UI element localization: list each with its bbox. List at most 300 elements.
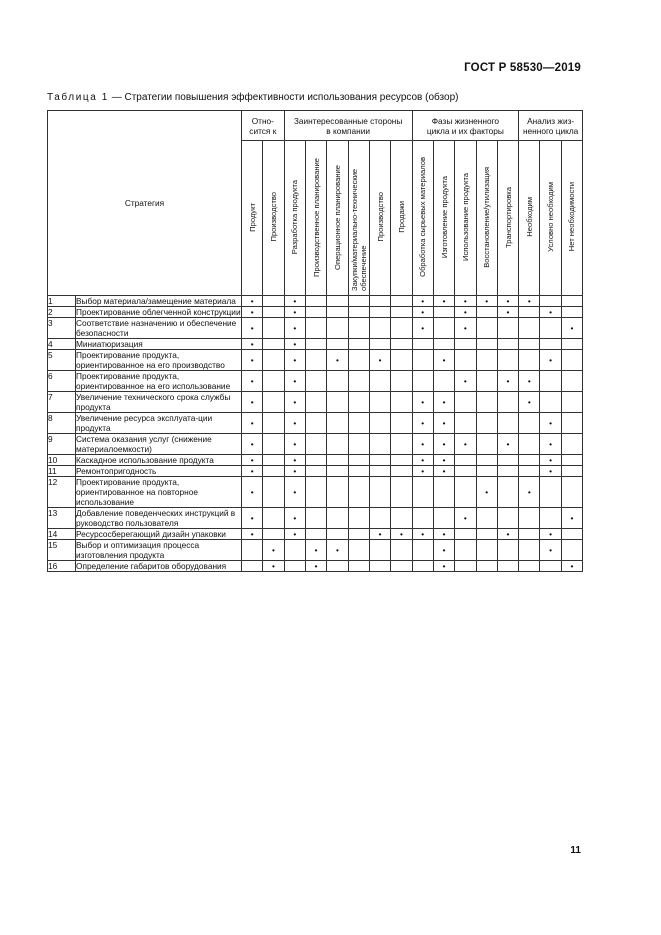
column-header-label: Производство [268,192,278,242]
mark-cell-empty [263,529,284,540]
mark-cell-empty [348,339,369,350]
mark-cell-empty [412,508,433,529]
column-header-label: Необходим [524,197,534,237]
strategy-header: Стратегия [48,111,242,296]
mark-cell-empty [519,540,540,561]
mark-cell-empty [519,561,540,572]
mark-cell-bullet: • [519,371,540,392]
mark-cell-empty [348,307,369,318]
mark-cell-bullet: • [242,296,263,307]
mark-cell-bullet: • [242,350,263,371]
mark-cell-empty [540,371,561,392]
mark-cell-bullet: • [263,540,284,561]
column-header [476,141,497,296]
mark-cell-empty [540,318,561,339]
mark-cell-empty [284,540,305,561]
column-header-label: Закупки/материально-технические обеспечение [349,168,368,291]
mark-cell-empty [391,466,412,477]
mark-cell-bullet: • [497,434,518,455]
mark-cell-empty [391,307,412,318]
mark-cell-empty [455,392,476,413]
mark-cell-empty [519,434,540,455]
strategy-name: Соответствие назначению и обеспечение безопасности [76,318,242,339]
mark-cell-bullet: • [540,434,561,455]
table-row [48,350,583,371]
column-header [391,141,412,296]
mark-cell-bullet: • [284,413,305,434]
mark-cell-empty [476,307,497,318]
mark-cell-empty [561,455,582,466]
column-header-label: Транспортировка [503,186,513,248]
mark-cell-empty [497,339,518,350]
mark-cell-empty [327,477,348,508]
mark-cell-empty [476,318,497,339]
row-number: 5 [48,350,76,371]
row-number: 1 [48,296,76,307]
mark-cell-bullet: • [412,434,433,455]
mark-cell-empty [305,371,326,392]
column-header [455,141,476,296]
mark-cell-bullet: • [242,434,263,455]
mark-cell-empty [348,466,369,477]
table-row [48,561,583,572]
mark-cell-empty [305,466,326,477]
mark-cell-empty [561,477,582,508]
group-header: Фазы жизненного цикла и их факторы [412,111,519,141]
row-number: 14 [48,529,76,540]
mark-cell-bullet: • [540,413,561,434]
mark-cell-empty [497,413,518,434]
mark-cell-bullet: • [242,477,263,508]
mark-cell-bullet: • [242,371,263,392]
column-header [561,141,582,296]
mark-cell-empty [369,413,390,434]
mark-cell-empty [305,296,326,307]
mark-cell-empty [369,392,390,413]
strategy-name: Ресурсосберегающий дизайн упаковки [76,529,242,540]
mark-cell-empty [540,477,561,508]
mark-cell-empty [519,529,540,540]
mark-cell-empty [348,413,369,434]
mark-cell-empty [561,529,582,540]
mark-cell-bullet: • [433,392,454,413]
row-number: 9 [48,434,76,455]
column-header-label: Изготовление продукта [439,175,449,259]
mark-cell-empty [327,413,348,434]
mark-cell-empty [455,455,476,466]
mark-cell-empty [263,339,284,350]
row-number: 2 [48,307,76,318]
column-header [540,141,561,296]
mark-cell-empty [433,318,454,339]
mark-cell-empty [263,477,284,508]
mark-cell-empty [327,339,348,350]
mark-cell-empty [476,371,497,392]
mark-cell-bullet: • [497,371,518,392]
row-number: 4 [48,339,76,350]
mark-cell-bullet: • [412,413,433,434]
mark-cell-empty [263,318,284,339]
mark-cell-bullet: • [540,529,561,540]
mark-cell-empty [519,466,540,477]
mark-cell-empty [263,307,284,318]
table-row [48,318,583,339]
column-header-label: Условно необходим [546,182,556,252]
mark-cell-bullet: • [540,350,561,371]
mark-cell-bullet: • [455,307,476,318]
table-row [48,529,583,540]
mark-cell-bullet: • [242,307,263,318]
mark-cell-empty [433,477,454,508]
mark-cell-empty [455,466,476,477]
mark-cell-bullet: • [412,307,433,318]
mark-cell-bullet: • [433,466,454,477]
mark-cell-empty [305,307,326,318]
page-number: 11 [570,845,581,856]
mark-cell-bullet: • [455,371,476,392]
column-header [519,141,540,296]
mark-cell-empty [327,434,348,455]
mark-cell-bullet: • [284,455,305,466]
mark-cell-bullet: • [433,434,454,455]
mark-cell-empty [263,392,284,413]
mark-cell-empty [433,508,454,529]
mark-cell-empty [327,455,348,466]
strategy-name: Выбор и оптимизация процесса изготовления продукта [76,540,242,561]
mark-cell-empty [519,307,540,318]
mark-cell-empty [455,413,476,434]
mark-cell-empty [497,455,518,466]
column-header-label: Обработка сырьевых материалов [418,157,428,277]
mark-cell-empty [561,540,582,561]
mark-cell-empty [263,466,284,477]
mark-cell-empty [348,455,369,466]
mark-cell-bullet: • [284,318,305,339]
column-header-label: Производственное планирование [311,157,321,277]
strategy-name: Выбор материала/замещение материала [76,296,242,307]
mark-cell-empty [561,466,582,477]
row-number: 11 [48,466,76,477]
mark-cell-empty [476,413,497,434]
column-header-label: Продажи [396,201,406,233]
strategy-name: Проектирование продукта, ориентированное на повторное использование [76,477,242,508]
mark-cell-empty [369,477,390,508]
mark-cell-empty [391,371,412,392]
mark-cell-empty [305,318,326,339]
mark-cell-empty [391,561,412,572]
table-row [48,296,583,307]
mark-cell-empty [305,455,326,466]
mark-cell-bullet: • [242,413,263,434]
mark-cell-empty [519,350,540,371]
mark-cell-empty [391,296,412,307]
mark-cell-empty [497,318,518,339]
mark-cell-empty [497,466,518,477]
mark-cell-empty [391,339,412,350]
strategy-name: Проектирование облегченной конструкции [76,307,241,317]
mark-cell-bullet: • [433,540,454,561]
mark-cell-empty [412,339,433,350]
strategies-table [47,110,583,572]
mark-cell-empty [561,296,582,307]
column-header [412,141,433,296]
strategy-name: Проектирование продукта, ориентированное на его использование [76,371,242,392]
column-header-label: Восстановление/утилизация [482,166,492,268]
strategy-name: Проектирование продукта, ориентированное на его производство [76,350,242,371]
mark-cell-empty [391,413,412,434]
mark-cell-empty [305,392,326,413]
group-header: Анализ жиз- ненного цикла [519,111,583,141]
mark-cell-empty [455,350,476,371]
mark-cell-empty [519,339,540,350]
mark-cell-bullet: • [369,350,390,371]
column-header-label: Использование продукта [460,172,470,261]
row-number: 10 [48,455,76,466]
mark-cell-empty [433,307,454,318]
mark-cell-empty [391,455,412,466]
mark-cell-bullet: • [455,296,476,307]
mark-cell-empty [412,350,433,371]
mark-cell-empty [305,529,326,540]
mark-cell-empty [348,540,369,561]
strategy-name: Миниатюризация [76,339,242,350]
mark-cell-empty [327,307,348,318]
row-number: 6 [48,371,76,392]
mark-cell-empty [476,455,497,466]
mark-cell-bullet: • [305,561,326,572]
table-caption-text: — Стратегии повышения эффективности использования ресурсов (обзор) [108,92,459,103]
mark-cell-empty [348,477,369,508]
mark-cell-bullet: • [284,529,305,540]
mark-cell-empty [391,540,412,561]
mark-cell-empty [327,561,348,572]
mark-cell-bullet: • [242,318,263,339]
mark-cell-empty [263,508,284,529]
mark-cell-empty [497,477,518,508]
mark-cell-empty [263,371,284,392]
mark-cell-empty [263,350,284,371]
mark-cell-empty [476,466,497,477]
column-header-label: Производство [375,192,385,242]
mark-cell-empty [327,508,348,529]
strategy-name: Добавление поведенческих инструкций в руководство пользователя [76,508,242,529]
mark-cell-bullet: • [540,466,561,477]
table-row [48,307,583,318]
mark-cell-bullet: • [561,508,582,529]
mark-cell-empty [561,339,582,350]
mark-cell-bullet: • [455,434,476,455]
mark-cell-empty [455,477,476,508]
mark-cell-bullet: • [284,307,305,318]
mark-cell-bullet: • [412,318,433,339]
mark-cell-empty [540,508,561,529]
mark-cell-bullet: • [476,296,497,307]
mark-cell-bullet: • [561,318,582,339]
mark-cell-bullet: • [242,339,263,350]
table-row [48,413,583,434]
mark-cell-empty [476,529,497,540]
mark-cell-bullet: • [284,296,305,307]
mark-cell-bullet: • [284,466,305,477]
group-header: Заинтересованные стороны в компании [284,111,412,141]
mark-cell-bullet: • [519,392,540,413]
mark-cell-empty [391,434,412,455]
mark-cell-empty [369,339,390,350]
table-row [48,434,583,455]
mark-cell-empty [497,508,518,529]
mark-cell-empty [348,561,369,572]
mark-cell-empty [305,413,326,434]
mark-cell-empty [305,508,326,529]
column-header [369,141,390,296]
mark-cell-bullet: • [284,477,305,508]
column-header-label: Операционное планирование [332,164,342,270]
row-number: 15 [48,540,76,561]
mark-cell-bullet: • [284,350,305,371]
mark-cell-bullet: • [455,508,476,529]
mark-cell-empty [412,477,433,508]
table-caption-label: Таблица 1 [47,92,109,103]
row-number: 12 [48,477,76,508]
mark-cell-empty [561,307,582,318]
column-header-label: Продукт [247,202,257,232]
strategy-name: Каскадное использование продукта [76,455,242,466]
mark-cell-bullet: • [284,434,305,455]
mark-cell-empty [348,434,369,455]
mark-cell-bullet: • [540,307,561,318]
strategy-name: Ремонтопригодность [76,466,242,477]
mark-cell-empty [391,477,412,508]
mark-cell-empty [476,540,497,561]
mark-cell-empty [476,434,497,455]
mark-cell-empty [369,307,390,318]
mark-cell-bullet: • [433,296,454,307]
mark-cell-empty [369,296,390,307]
mark-cell-empty [263,455,284,466]
mark-cell-bullet: • [455,318,476,339]
column-header-label: Нет необходимости [567,182,577,252]
mark-cell-bullet: • [519,296,540,307]
mark-cell-bullet: • [540,455,561,466]
mark-cell-empty [433,371,454,392]
mark-cell-bullet: • [327,540,348,561]
mark-cell-empty [391,392,412,413]
mark-cell-empty [476,339,497,350]
mark-cell-empty [327,371,348,392]
mark-cell-bullet: • [497,307,518,318]
mark-cell-empty [455,339,476,350]
column-header [348,141,369,296]
mark-cell-bullet: • [497,529,518,540]
mark-cell-empty [284,561,305,572]
column-header [263,141,284,296]
column-header-label: Разработка продукта [290,179,300,255]
mark-cell-empty [369,561,390,572]
mark-cell-empty [561,392,582,413]
mark-cell-empty [476,508,497,529]
column-header [284,141,305,296]
mark-cell-empty [540,296,561,307]
mark-cell-bullet: • [561,561,582,572]
mark-cell-empty [412,371,433,392]
mark-cell-bullet: • [284,371,305,392]
mark-cell-empty [305,434,326,455]
row-number: 16 [48,561,76,572]
mark-cell-empty [305,350,326,371]
mark-cell-empty [391,508,412,529]
mark-cell-empty [348,508,369,529]
mark-cell-bullet: • [433,413,454,434]
mark-cell-empty [519,318,540,339]
mark-cell-empty [476,350,497,371]
column-header [433,141,454,296]
mark-cell-empty [540,339,561,350]
mark-cell-empty [305,477,326,508]
group-header: Отно- сится к [242,111,285,141]
mark-cell-empty [242,540,263,561]
mark-cell-bullet: • [412,296,433,307]
mark-cell-empty [327,392,348,413]
mark-cell-empty [369,455,390,466]
mark-cell-empty [348,392,369,413]
mark-cell-bullet: • [412,392,433,413]
row-number: 7 [48,392,76,413]
table-row [48,392,583,413]
mark-cell-bullet: • [284,339,305,350]
mark-cell-empty [305,339,326,350]
mark-cell-bullet: • [412,466,433,477]
strategy-name: Увеличение технического срока службы продукта [76,392,242,413]
mark-cell-empty [455,540,476,561]
column-header [242,141,263,296]
table-row [48,466,583,477]
table-row [48,455,583,466]
mark-cell-bullet: • [519,477,540,508]
strategy-name: Увеличение ресурса эксплуата-ции продукта [76,413,242,434]
mark-cell-empty [455,561,476,572]
mark-cell-empty [519,455,540,466]
mark-cell-empty [327,466,348,477]
mark-cell-empty [497,561,518,572]
mark-cell-empty [263,296,284,307]
mark-cell-empty [348,318,369,339]
column-header [497,141,518,296]
mark-cell-bullet: • [433,561,454,572]
mark-cell-bullet: • [433,455,454,466]
column-header [305,141,326,296]
mark-cell-empty [369,371,390,392]
mark-cell-empty [348,350,369,371]
mark-cell-empty [327,318,348,339]
mark-cell-empty [519,508,540,529]
column-header [327,141,348,296]
mark-cell-bullet: • [433,529,454,540]
mark-cell-empty [561,413,582,434]
mark-cell-empty [369,466,390,477]
mark-cell-empty [497,392,518,413]
mark-cell-bullet: • [391,529,412,540]
mark-cell-empty [497,540,518,561]
mark-cell-bullet: • [242,455,263,466]
mark-cell-bullet: • [242,529,263,540]
mark-cell-empty [476,561,497,572]
mark-cell-empty [242,561,263,572]
mark-cell-bullet: • [412,455,433,466]
mark-cell-bullet: • [242,508,263,529]
mark-cell-empty [561,350,582,371]
mark-cell-empty [476,392,497,413]
mark-cell-bullet: • [242,392,263,413]
